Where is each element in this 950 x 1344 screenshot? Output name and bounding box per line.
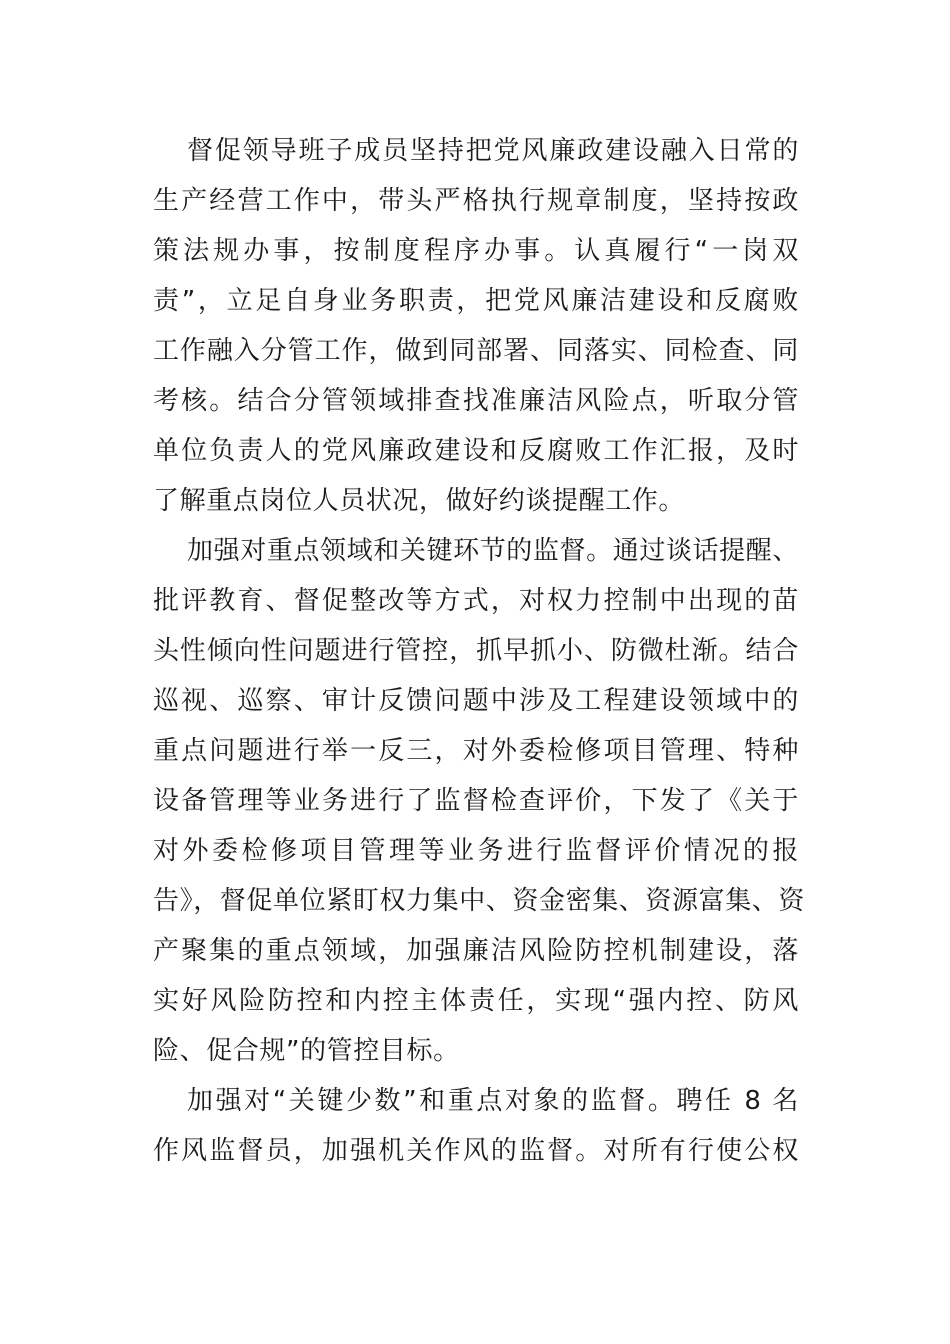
text-line: 重点问题进行举一反三，对外委检修项目管理、特种 bbox=[153, 736, 799, 766]
text-line: 加强对“关键少数”和重点对象的监督。聘任 8 名 bbox=[187, 1086, 799, 1116]
text-line: 巡视、巡察、审计反馈问题中涉及工程建设领域中的 bbox=[153, 686, 799, 716]
text-line: 考核。结合分管领域排查找准廉洁风险点，听取分管 bbox=[153, 386, 799, 416]
text-line: 批评教育、督促整改等方式，对权力控制中出现的苗 bbox=[153, 586, 799, 616]
paragraph-2 bbox=[153, 526, 806, 1076]
text-line: 告》，督促单位紧盯权力集中、资金密集、资源富集、资 bbox=[153, 886, 806, 916]
text-line: 生产经营工作中，带头严格执行规章制度，坚持按政 bbox=[153, 186, 799, 216]
paragraph-1 bbox=[153, 126, 799, 526]
text-line: 加强对重点领域和关键环节的监督。通过谈话提醒、 bbox=[187, 536, 799, 566]
text-line: 对外委检修项目管理等业务进行监督评价情况的报 bbox=[153, 836, 799, 866]
text-line: 产聚集的重点领域，加强廉洁风险防控机制建设，落 bbox=[153, 936, 799, 966]
text-line: 单位负责人的党风廉政建设和反腐败工作汇报，及时 bbox=[153, 436, 799, 466]
text-line: 头性倾向性问题进行管控，抓早抓小、防微杜渐。结合 bbox=[153, 636, 799, 666]
text-line: 了解重点岗位人员状况，做好约谈提醒工作。 bbox=[153, 486, 686, 516]
text-line: 作风监督员，加强机关作风的监督。对所有行使公权 bbox=[153, 1136, 799, 1166]
paragraph-3 bbox=[153, 1076, 799, 1176]
text-line: 设备管理等业务进行了监督检查评价，下发了《关于 bbox=[153, 786, 799, 816]
text-line: 策法规办事，按制度程序办事。认真履行“一岗双 bbox=[153, 236, 799, 266]
text-line: 实好风险防控和内控主体责任，实现“强内控、防风 bbox=[153, 986, 799, 1016]
text-line: 工作融入分管工作，做到同部署、同落实、同检查、同 bbox=[153, 336, 799, 366]
document-body bbox=[153, 126, 806, 1176]
text-line: 责”，立足自身业务职责，把党风廉洁建设和反腐败 bbox=[153, 286, 799, 316]
text-line: 督促领导班子成员坚持把党风廉政建设融入日常的 bbox=[187, 136, 799, 166]
text-line: 险、促合规”的管控目标。 bbox=[153, 1036, 460, 1066]
